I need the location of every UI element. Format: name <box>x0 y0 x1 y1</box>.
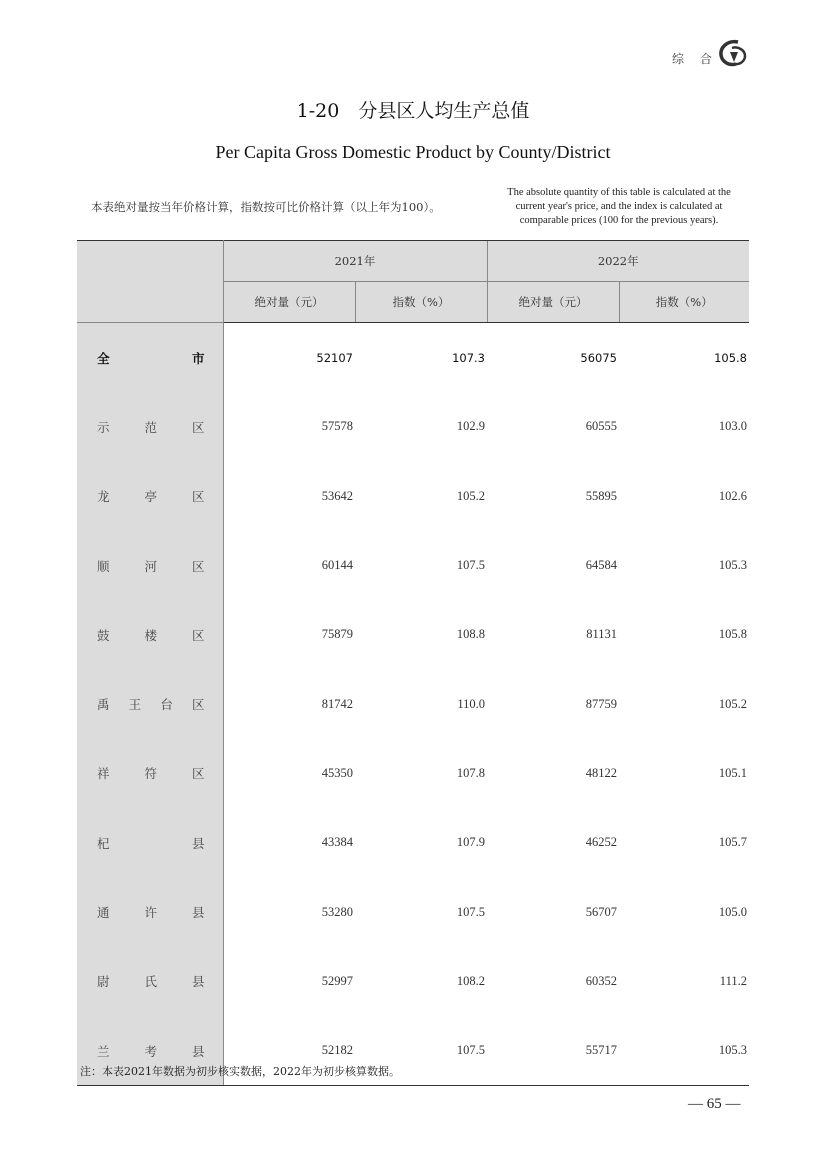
cell-absolute-2022: 55895 <box>585 488 617 503</box>
row-name <box>77 669 223 738</box>
cell-index-2022: 105.8 <box>714 350 747 365</box>
year-header-2021: 2021年 <box>223 241 487 282</box>
row-name-char: 县 <box>191 905 205 921</box>
cell-index-2022: 105.2 <box>718 696 747 711</box>
row-name-char: 县 <box>191 835 205 851</box>
cell-index-2022: 105.3 <box>718 558 747 573</box>
table-row <box>77 669 749 738</box>
row-name-char: 氏 <box>144 974 157 990</box>
cell-absolute-2021: 60144 <box>321 558 353 573</box>
table-row <box>77 877 749 946</box>
row-name-char: 兰 <box>97 1043 110 1059</box>
table-row <box>77 808 749 877</box>
cell-index-2022: 103.0 <box>718 419 747 434</box>
cell-absolute-2022: 81131 <box>586 627 617 642</box>
row-name-char: 河 <box>144 558 157 574</box>
cell-index-2021: 107.5 <box>456 558 485 573</box>
cell-index-2022: 105.8 <box>718 627 747 642</box>
cell-absolute-2021: 81742 <box>321 696 353 711</box>
row-name-char: 通 <box>97 905 110 921</box>
cell-absolute-2022: 55717 <box>487 1016 619 1086</box>
row-name-char: 禹 <box>97 697 110 713</box>
column-header-absolute-2021: 绝对量（元） <box>223 282 355 323</box>
cell-absolute-2022: 56075 <box>580 350 617 365</box>
row-name-char: 亭 <box>144 489 157 505</box>
cell-index-2021: 102.9 <box>456 419 485 434</box>
row-name <box>77 600 223 669</box>
cell-index-2022: 105.1 <box>718 765 747 780</box>
column-header-index-2021: 指数（%） <box>355 282 487 323</box>
cell-index-2021: 108.8 <box>456 627 485 642</box>
cell-absolute-2021: 53642 <box>321 488 353 503</box>
cell-absolute-2022: 87759 <box>585 696 617 711</box>
gdp-per-capita-table <box>77 240 749 1086</box>
row-name-char: 县 <box>191 974 205 990</box>
row-name <box>77 392 223 461</box>
table-title-cn: 1-20 分县区人均生产总值 <box>296 100 530 122</box>
year-header-2022: 2022年 <box>487 241 749 282</box>
cell-index-2021: 107.5 <box>355 1016 487 1086</box>
row-name <box>77 531 223 600</box>
row-name-char: 祥 <box>97 766 110 782</box>
row-name-char: 王 <box>128 697 142 713</box>
row-name <box>77 323 223 393</box>
table-row <box>77 462 749 531</box>
row-name-char: 区 <box>191 697 205 713</box>
cell-absolute-2022: 60555 <box>585 419 617 434</box>
cell-index-2021: 110.0 <box>457 696 485 711</box>
cell-index-2021: 108.2 <box>456 973 485 988</box>
cell-absolute-2021: 43384 <box>321 835 353 850</box>
table-body <box>77 323 749 1086</box>
row-name <box>77 462 223 531</box>
table-title-en: Per Capita Gross Domestic Product by County/District <box>215 142 611 162</box>
row-name-char: 全 <box>97 350 110 366</box>
table-row <box>77 739 749 808</box>
cell-absolute-2021: 75879 <box>321 627 353 642</box>
row-name-char: 区 <box>191 627 205 643</box>
cell-index-2021: 107.9 <box>456 835 485 850</box>
row-name <box>77 739 223 808</box>
row-name-char: 区 <box>191 419 205 435</box>
row-name <box>77 808 223 877</box>
row-name-char: 龙 <box>97 489 110 505</box>
row-name-char: 台 <box>160 697 173 713</box>
cell-index-2022: 105.3 <box>619 1016 749 1086</box>
cell-absolute-2021: 57578 <box>321 419 353 434</box>
row-name <box>77 947 223 1016</box>
cell-absolute-2022: 48122 <box>585 765 617 780</box>
row-name-char: 顺 <box>97 558 110 574</box>
row-name-char: 区 <box>191 558 205 574</box>
row-name-char: 范 <box>144 419 157 435</box>
column-header-index-2022: 指数（%） <box>619 282 749 323</box>
row-name-char: 考 <box>144 1043 157 1059</box>
table-row <box>77 392 749 461</box>
row-name-char: 符 <box>144 766 157 782</box>
cell-index-2022: 102.6 <box>718 488 747 503</box>
row-name-char: 县 <box>191 1043 205 1059</box>
cell-absolute-2022: 64584 <box>585 558 617 573</box>
row-name <box>77 877 223 946</box>
section-label: 综 合 <box>672 52 718 66</box>
cell-index-2021: 107.5 <box>456 904 485 919</box>
cell-index-2022: 105.0 <box>718 904 747 919</box>
table-row <box>77 531 749 600</box>
row-name-char: 楼 <box>144 627 157 643</box>
row-name-char: 示 <box>97 419 110 435</box>
table-note-cn: 本表绝对量按当年价格计算，指数按可比价格计算（以上年为100）。 <box>91 200 441 214</box>
yearbook-logo-icon <box>716 38 750 68</box>
row-name-char: 许 <box>144 905 157 921</box>
column-header-absolute-2022: 绝对量（元） <box>487 282 619 323</box>
row-name-char: 尉 <box>97 974 110 990</box>
row-name-char: 杞 <box>97 835 110 851</box>
cell-absolute-2022: 60352 <box>585 973 617 988</box>
cell-absolute-2022: 56707 <box>585 904 617 919</box>
footnote: 注：本表2021年数据为初步核实数据，2022年为初步核算数据。 <box>80 1065 400 1078</box>
table-note-en: The absolute quantity of this table is calculated at the current year's price, and the index is calculated at comparable prices (100 for the previous years). <box>507 187 731 226</box>
cell-absolute-2021: 52107 <box>316 350 353 365</box>
table-row <box>77 947 749 1016</box>
cell-index-2022: 105.7 <box>718 835 747 850</box>
cell-index-2021: 107.8 <box>456 765 485 780</box>
cell-absolute-2022: 46252 <box>585 835 617 850</box>
cell-absolute-2021: 45350 <box>321 765 353 780</box>
stub-header <box>77 241 223 323</box>
cell-absolute-2021: 52997 <box>321 973 353 988</box>
row-name-char: 区 <box>191 489 205 505</box>
table-row <box>77 323 749 393</box>
cell-absolute-2021: 53280 <box>321 904 353 919</box>
row-name-char: 区 <box>191 766 205 782</box>
cell-absolute-2021: 52182 <box>223 1016 355 1086</box>
row-name-char: 市 <box>191 350 205 366</box>
cell-index-2022: 111.2 <box>719 973 747 988</box>
page-number: — 65 — <box>688 1096 741 1112</box>
row-name-char: 鼓 <box>97 627 110 643</box>
table-row <box>77 600 749 669</box>
cell-index-2021: 107.3 <box>452 350 485 365</box>
cell-index-2021: 105.2 <box>456 488 485 503</box>
